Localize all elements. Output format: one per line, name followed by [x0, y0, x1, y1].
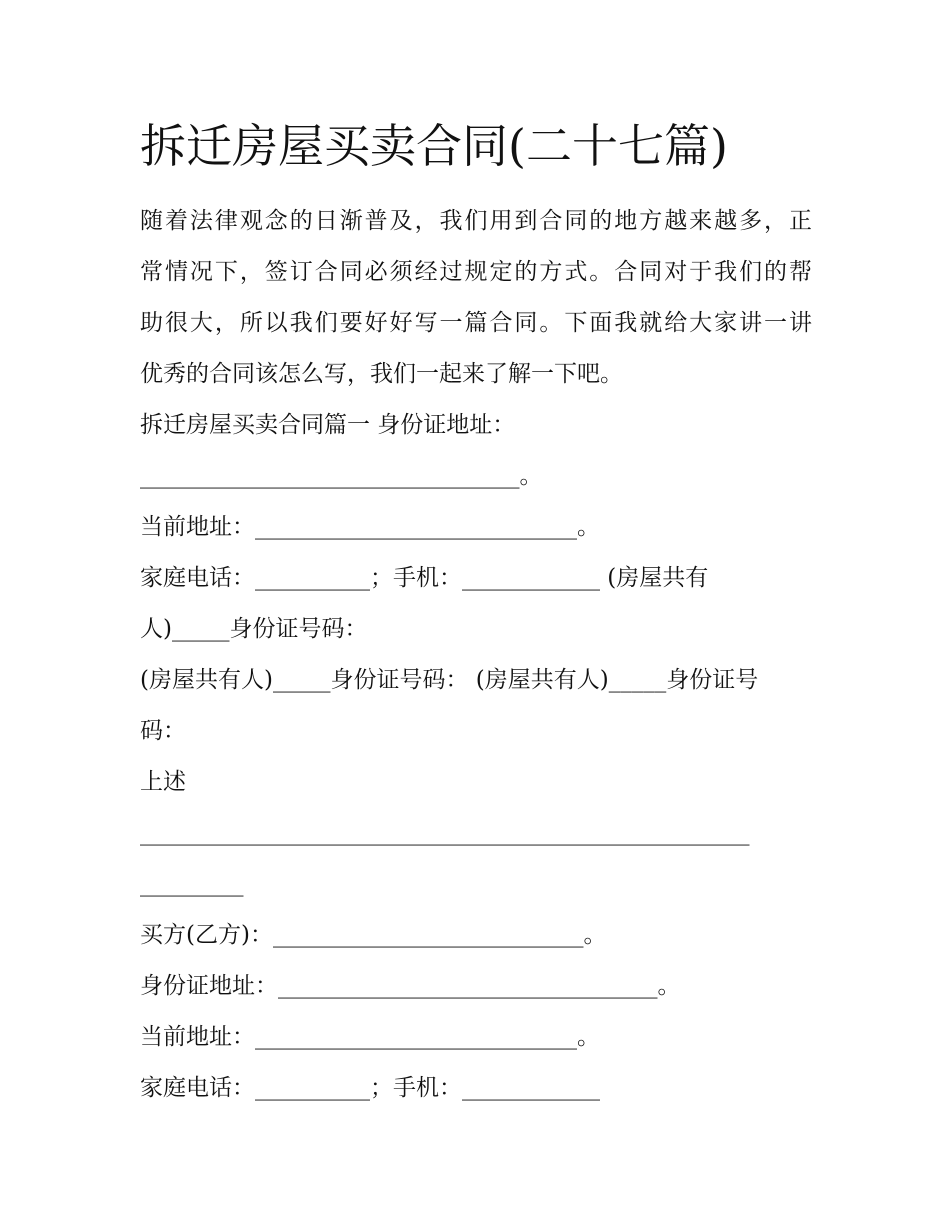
buyer-id-address-field: 身份证地址：_________________________________。: [140, 973, 681, 999]
id-address-blank: _________________________________。: [140, 463, 543, 489]
buyer-field: 买方(乙方)：___________________________。: [140, 922, 607, 948]
intro-line-3: 助很大，所以我们要好好写一篇合同。下面我就给大家讲一讲: [140, 310, 812, 336]
co-owner-id-field: 人)_____身份证号码：: [140, 616, 368, 642]
intro-line-4: 优秀的合同该怎么写，我们一起来了解一下吧。: [140, 361, 623, 387]
intro-line-2: 常情况下，签订合同必须经过规定的方式。合同对于我们的帮: [140, 259, 812, 285]
buyer-phone-field: 家庭电话：__________；手机：____________: [140, 1075, 600, 1101]
phone-field: 家庭电话：__________；手机：____________ (房屋共有: [140, 565, 709, 591]
document-body: [140, 196, 812, 1114]
long-blank-line: _____________________________________________________: [140, 820, 750, 846]
above-label: 上述: [140, 769, 186, 795]
section-heading-1: 拆迁房屋买卖合同篇一 身份证地址：: [140, 412, 516, 438]
intro-line-1: 随着法律观念的日渐普及，我们用到合同的地方越来越多，正: [140, 208, 812, 234]
buyer-current-address-field: 当前地址：____________________________。: [140, 1024, 600, 1050]
co-owner-id-field-2: (房屋共有人)_____身份证号码： (房屋共有人)_____身份证号: [140, 667, 759, 693]
current-address-field: 当前地址：____________________________。: [140, 514, 600, 540]
short-blank-line: _________: [140, 871, 244, 897]
co-owner-id-field-3: 码：: [140, 718, 186, 744]
document-title: 拆迁房屋买卖合同(二十七篇): [140, 119, 728, 173]
